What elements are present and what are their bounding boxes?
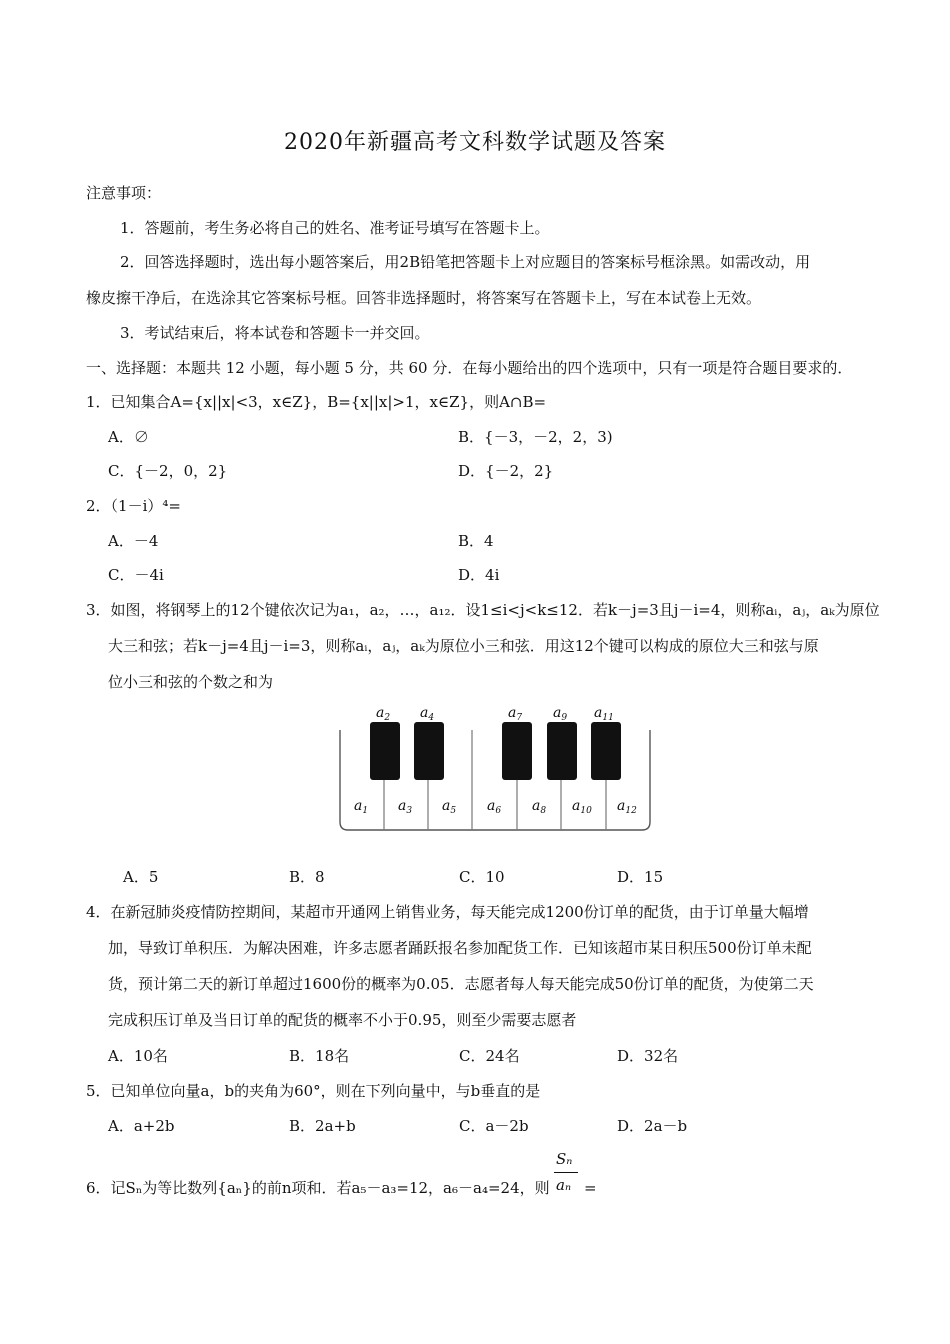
question-4-option-c: C．24名 [459, 1047, 520, 1065]
black-key-a9 [547, 722, 577, 780]
question-4-stem-line-1: 4．在新冠肺炎疫情防控期间，某超市开通网上销售业务，每天能完成1200份订单的配货，由于订单量大幅增 [86, 903, 809, 921]
fraction-numerator: Sₙ [556, 1150, 573, 1168]
question-3-stem-line-1: 3．如图，将钢琴上的12个键依次记为a₁，a₂，…，a₁₂．设1≤i<j<k≤12．若k－j=3且j－i=4，则称aᵢ，aⱼ，aₖ为原位 [86, 601, 880, 619]
question-3-stem-line-2: 大三和弦；若k－j=4且j－i=3，则称aᵢ，aⱼ，aₖ为原位小三和弦．用这12个键可以构成的原位大三和弦与原 [108, 637, 819, 655]
notice-heading: 注意事项： [86, 184, 162, 202]
label-a2: $a_2$ [376, 705, 391, 723]
question-3-option-b: B．8 [289, 868, 325, 886]
label-a11: $a_{11}$ [594, 705, 614, 723]
question-1-stem: 1．已知集合A={x||x|<3，x∈Z}，B={x||x|>1，x∈Z}，则A∩B= [86, 393, 547, 411]
question-3-option-d: D．15 [617, 868, 664, 886]
question-5-option-d: D．2a－b [617, 1117, 688, 1135]
question-1-option-a: A．∅ [108, 428, 149, 446]
question-1-option-d: D．{－2，2} [458, 462, 554, 480]
black-key-a11 [591, 722, 621, 780]
fraction-bar [554, 1172, 578, 1173]
label-a9: $a_9$ [553, 705, 568, 723]
question-5-option-b: B．2a+b [289, 1117, 356, 1135]
question-3-option-a: A．5 [123, 868, 159, 886]
black-key-labels [376, 705, 614, 723]
question-4-stem-line-2: 加，导致订单积压．为解决困难，许多志愿者踊跃报名参加配货工作．已知该超市某日积压500份订单未配 [108, 939, 812, 957]
notice-item-3: 3．考试结束后，将本试卷和答题卡一并交回。 [120, 324, 430, 342]
question-4-stem-line-4: 完成积压订单及当日订单的配货的概率不小于0.95，则至少需要志愿者 [108, 1011, 577, 1029]
label-a1: $a_1$ [354, 798, 369, 816]
piano-svg [332, 700, 658, 835]
section-heading: 一、选择题：本题共 12 小题，每小题 5 分，共 60 分．在每小题给出的四个选项中，只有一项是符合题目要求的． [86, 359, 853, 377]
label-a5: $a_5$ [442, 798, 457, 816]
question-2-option-c: C．－4i [108, 566, 164, 584]
label-a7: $a_7$ [508, 705, 523, 723]
question-6-equals: = [584, 1179, 597, 1197]
question-5-option-c: C．a－2b [459, 1117, 529, 1135]
white-key-labels [354, 798, 637, 816]
question-5-stem: 5．已知单位向量a，b的夹角为60°，则在下列向量中，与b垂直的是 [86, 1082, 541, 1100]
notice-item-2-cont: 橡皮擦干净后，在选涂其它答案标号框。回答非选择题时，将答案写在答题卡上，写在本试卷上无效。 [86, 289, 762, 307]
question-3-option-c: C．10 [459, 868, 505, 886]
label-a3: $a_3$ [398, 798, 413, 816]
notice-item-1: 1．答题前，考生务必将自己的姓名、准考证号填写在答题卡上。 [120, 219, 550, 237]
notice-item-2: 2．回答选择题时，选出每小题答案后，用2B铅笔把答题卡上对应题目的答案标号框涂黑。如需改动，用 [120, 253, 811, 271]
question-6-stem: 6．记Sₙ为等比数列{aₙ}的前n项和．若a₅－a₃=12，a₆－a₄=24，则 [86, 1179, 550, 1197]
label-a10: $a_{10}$ [572, 798, 592, 816]
label-a6: $a_6$ [487, 798, 502, 816]
question-4-option-d: D．32名 [617, 1047, 679, 1065]
label-a12: $a_{12}$ [617, 798, 637, 816]
question-5-option-a: A．a+2b [108, 1117, 175, 1135]
question-3-stem-line-3: 位小三和弦的个数之和为 [108, 673, 274, 691]
black-key-a7 [502, 722, 532, 780]
question-2-stem: 2．（1－i）⁴= [86, 497, 181, 515]
question-4-option-b: B．18名 [289, 1047, 350, 1065]
question-6-fraction [554, 1150, 580, 1200]
black-keys [370, 722, 621, 780]
question-2-option-b: B．4 [458, 532, 494, 550]
label-a8: $a_8$ [532, 798, 547, 816]
piano-keyboard-figure [332, 700, 658, 835]
question-4-stem-line-3: 货，预计第二天的新订单超过1600份的概率为0.05．志愿者每人每天能完成50份订单的配货，为使第二天 [108, 975, 814, 993]
black-key-a4 [414, 722, 444, 780]
black-key-a2 [370, 722, 400, 780]
question-1-option-b: B．{－3，－2，2，3) [458, 428, 613, 446]
question-4-option-a: A．10名 [108, 1047, 168, 1065]
page-title: 2020年新疆高考文科数学试题及答案 [284, 130, 666, 155]
question-2-option-d: D．4i [458, 566, 500, 584]
fraction-denominator: aₙ [556, 1176, 572, 1194]
question-1-option-c: C．{－2，0，2} [108, 462, 228, 480]
label-a4: $a_4$ [420, 705, 435, 723]
question-2-option-a: A．－4 [108, 532, 159, 550]
